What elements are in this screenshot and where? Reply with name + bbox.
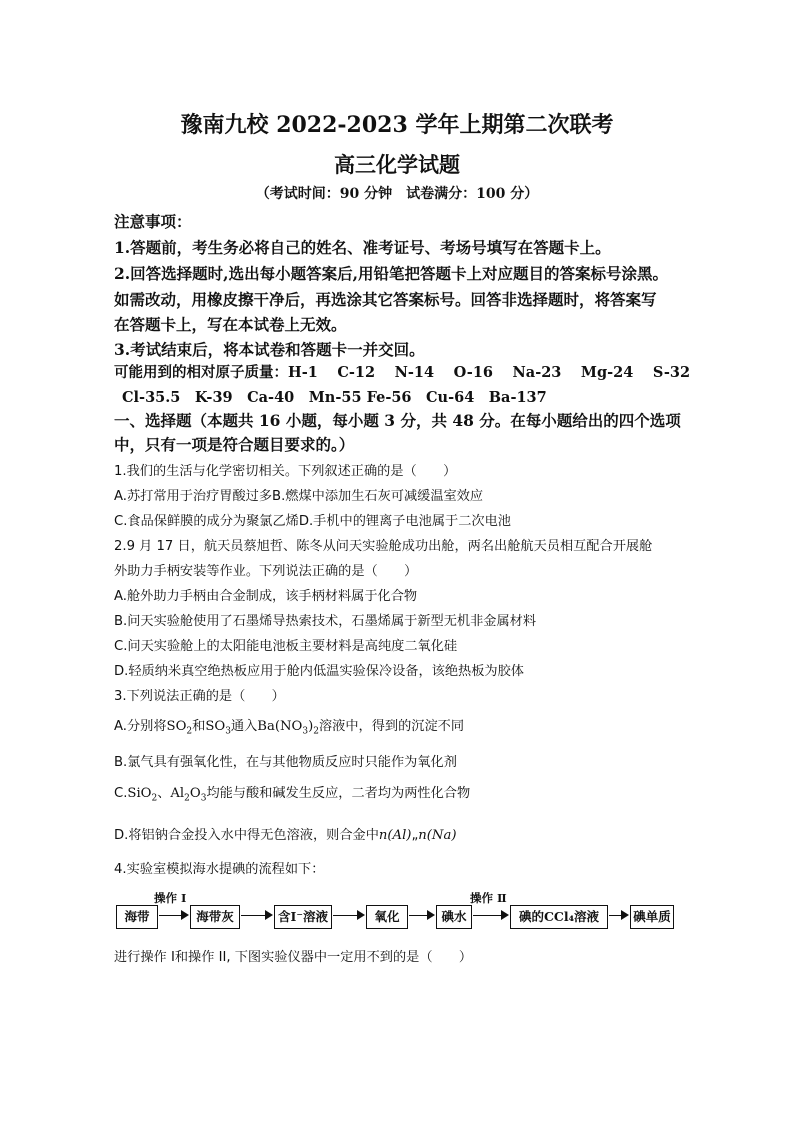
q2-option-d: D.轻质纳米真空绝热板应用于舱内低温实验保冷设备，该绝热板为胶体 — [114, 664, 524, 679]
atomic-masses-line-2: Cl-35.5 K-39 Ca-40 Mn-55 Fe-56 Cu-64 Ba-137 — [122, 389, 547, 406]
formula-so2: $SO_2$ — [166, 719, 193, 737]
flow-label-op1: 操作 I — [154, 891, 187, 905]
q1-options-ab: A.苏打常用于治疗胃酸过多B.燃煤中添加生石灰可减缓温室效应 — [114, 489, 484, 504]
flow-box-kelp: 海带 — [116, 905, 158, 929]
formula-n-na: n(Na) — [418, 828, 457, 843]
flow-box-iodide-solution: 含I⁻溶液 — [274, 905, 332, 929]
note-item-2-line-3: 在答题卡上，写在本试卷上无效。 — [114, 315, 347, 334]
q3-option-c: C.SiO$_2$、$Al_2O_3$均能与酸和碱发生反应，二者均为两性化合物 — [114, 786, 471, 804]
section-heading-line-1: 一、选择题（本题共 16 小题，每小题 3 分，共 48 分。在每小题给出的四个选项 — [114, 411, 681, 430]
note-item-3: 3.考试结束后，将本试卷和答题卡一并交回。 — [114, 340, 425, 359]
q4-stem: 4.实验室模拟海水提碘的流程如下： — [114, 862, 325, 877]
q1-stem: 1.我们的生活与化学密切相关。下列叙述正确的是（ ） — [114, 464, 457, 479]
flow-box-kelp-ash: 海带灰 — [190, 905, 240, 929]
note-item-1: 1.答题前，考生务必将自己的姓名、准考证号、考场号填写在答题卡上。 — [114, 238, 611, 257]
formula-ba-no3-2: $Ba(NO_3)_2$ — [257, 719, 319, 737]
flow-arrow — [473, 915, 507, 916]
q4-after-text: 进行操作 I和操作 II, 下图实验仪器中一定用不到的是（ ） — [114, 950, 473, 965]
iodine-extraction-flowchart — [114, 890, 674, 932]
flow-box-iodine-water: 碘水 — [436, 905, 472, 929]
q3-option-a: A.分别将$SO_2$和$SO_3$通入$Ba(NO_3)_2$溶液中，得到的沉淀不同 — [114, 719, 465, 737]
formula-so3: $SO_3$ — [205, 719, 231, 737]
flow-box-iodine-ccl4: 碘的CCl₄溶液 — [510, 905, 608, 929]
formula-n-al: n(Al) — [378, 828, 412, 843]
q3-a-prefix: A.分别将 — [114, 719, 167, 734]
note-item-2-line-2: 如需改动，用橡皮擦干净后，再选涂其它答案标号。回答非选择题时，将答案写 — [114, 290, 657, 309]
formula-al2o3: $Al_2O_3$ — [170, 786, 207, 804]
notes-heading: 注意事项： — [114, 212, 192, 231]
atomic-masses-line-1: 可能用到的相对原子质量：H-1 C-12 N-14 O-16 Na-23 Mg-24 S-32 — [114, 364, 691, 381]
flow-arrow — [409, 915, 433, 916]
q2-stem-line-1: 2.9 月 17 日，航天员蔡旭哲、陈冬从问天实验舱成功出舱，两名出舱航天员相互配合开展舱 — [114, 539, 653, 554]
note-item-2-line-1: 2.回答选择题时,选出每小题答案后,用铅笔把答题卡上对应题目的答案标号涂黑。 — [114, 264, 668, 283]
exam-title: 豫南九校 2022-2023 学年上期第二次联考 — [180, 112, 614, 138]
flow-arrow — [609, 915, 627, 916]
q2-option-b: B.问天实验舱使用了石墨烯导热索技术，石墨烯属于新型无机非金属材料 — [114, 614, 537, 629]
flow-arrow — [159, 915, 187, 916]
exam-info: （考试时间：90 分钟 试卷满分：100 分） — [255, 186, 539, 202]
formula-sio2: SiO$_2$ — [127, 786, 158, 804]
flow-arrow — [333, 915, 363, 916]
q1-options-cd: C.食品保鲜膜的成分为聚氯乙烯D.手机中的锂离子电池属于二次电池 — [114, 514, 511, 529]
section-heading-line-2: 中，只有一项是符合题目要求的。） — [114, 435, 355, 454]
flow-box-iodine-element: 碘单质 — [630, 905, 674, 929]
q2-option-a: A.舱外助力手柄由合金制成，该手柄材料属于化合物 — [114, 589, 418, 604]
q3-stem: 3.下列说法正确的是（ ） — [114, 689, 285, 704]
q3-option-d: D.将铝钠合金投入水中得无色溶液，则合金中n(Al)„n(Na) — [114, 828, 457, 843]
q2-stem-line-2: 外助力手柄安装等作业。下列说法正确的是（ ） — [114, 564, 418, 579]
flow-arrow — [241, 915, 271, 916]
flow-label-op2: 操作 Ⅱ — [470, 891, 507, 905]
q2-option-c: C.问天实验舱上的太阳能电池板主要材料是高纯度二氧化硅 — [114, 639, 458, 654]
q3-option-b: B.氯气具有强氧化性，在与其他物质反应时只能作为氧化剂 — [114, 755, 457, 770]
exam-subtitle: 高三化学试题 — [334, 152, 460, 177]
flow-box-oxidation: 氧化 — [366, 905, 408, 929]
